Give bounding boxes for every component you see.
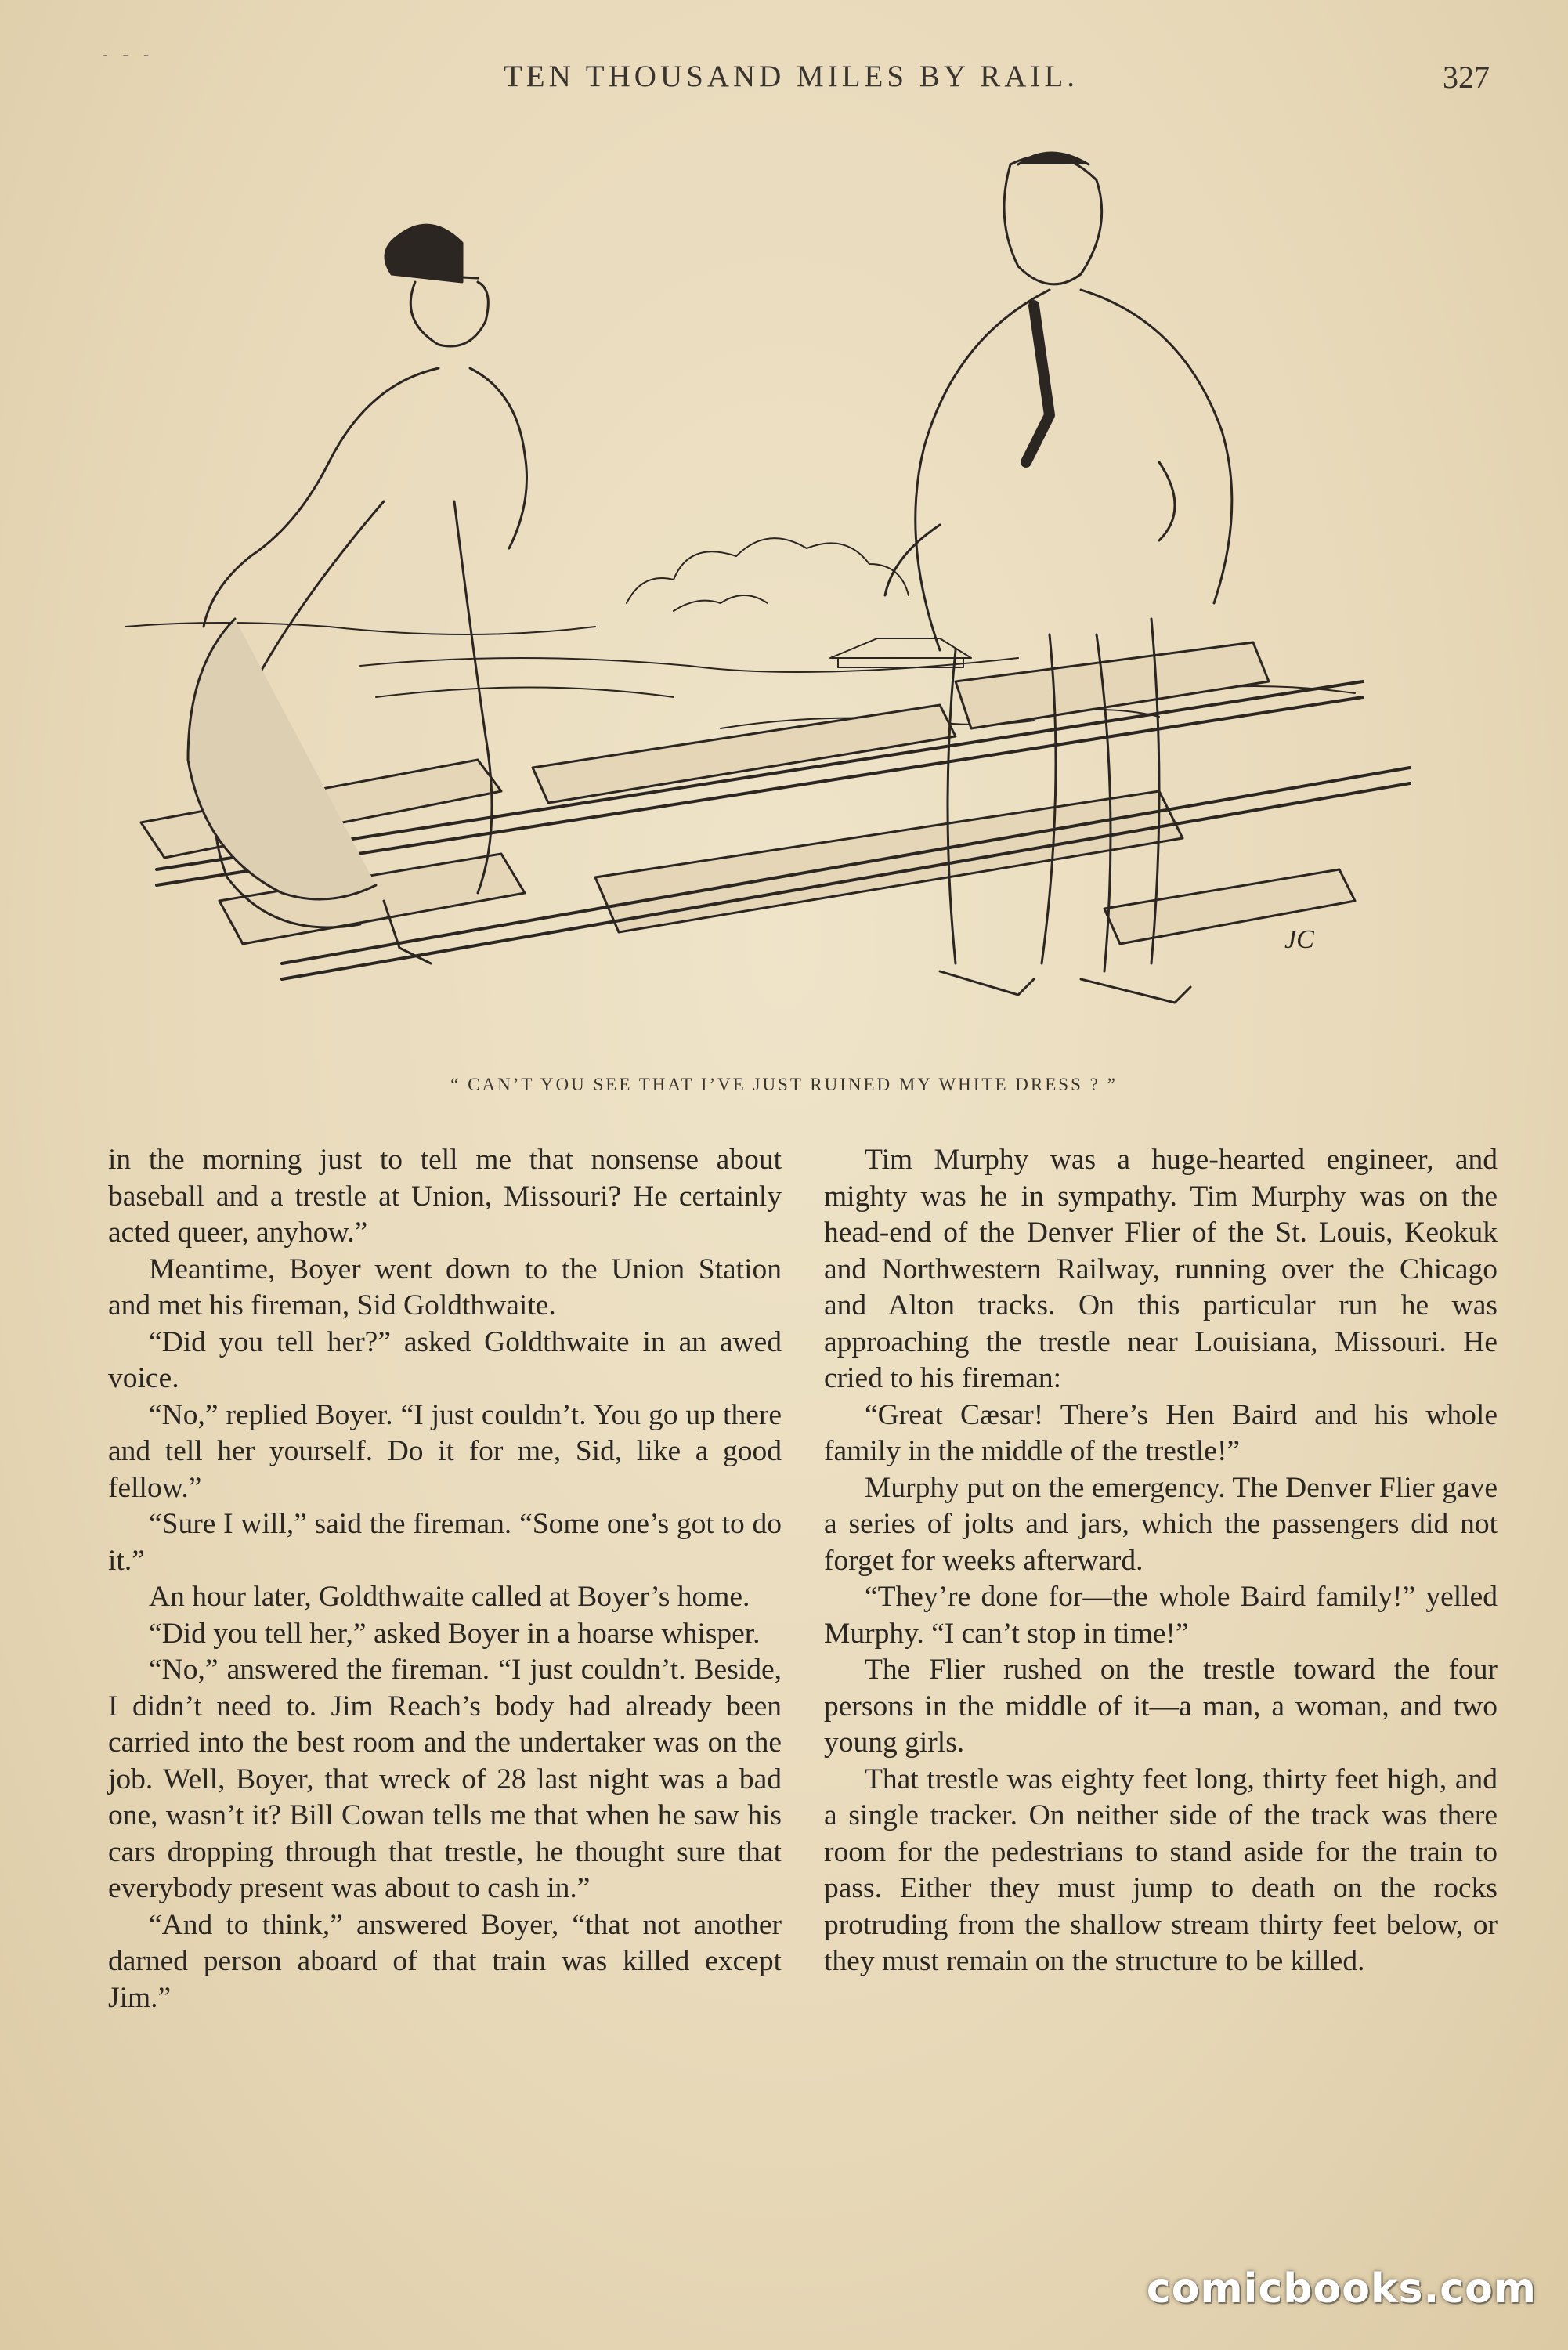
paragraph: Tim Murphy was a huge-hearted engineer, and mighty was he in sympathy. Tim Murphy was on the head-end of the Denver Flier of the St. Louis, Keokuk and Northwestern Railway, running over the Chicago and Alton tracks. On this particular run he was approaching the trestle near Louisiana, Missouri. He cried to his fireman: <box>824 1144 1498 1394</box>
paragraph: That trestle was eighty feet long, thirty feet high, and a single tracker. On neither side of the track was there room for the pedestrians to stand aside for the train to pass. Either they must jump to death on the rocks protruding from the shallow stream thirty feet below, or they must remain on the structure to be killed. <box>824 1762 1498 1977</box>
cloud-bank <box>627 538 909 611</box>
paragraph: “Did you tell her?” asked Goldthwaite in an awed voice. <box>108 1325 782 1394</box>
paragraph: The Flier rushed on the trestle toward the four persons in the middle of it—a man, a woman, and two young girls. <box>824 1654 1498 1759</box>
paragraph: Meantime, Boyer went down to the Union Station and met his fireman, Sid Goldthwaite. <box>108 1253 782 1321</box>
artist-signature: JC <box>1284 925 1314 954</box>
paragraph: “And to think,” answered Boyer, “that not another darned person aboard of that train was killed except Jim.” <box>108 1908 782 2014</box>
paragraph: “No,” answered the fireman. “I just couldn’t. Beside, I didn’t need to. Jim Reach’s body had already been carried into the best room and the undertaker was on the job. Well, Boyer, that wreck of 28 last night was a bad one, wasn’t it? Bill Cowan tells me that when he saw his cars dropping through that trestle, he thought sure that everybody present was about to cash in.” <box>108 1654 782 1904</box>
watermark-logo: comicbooks.com <box>1146 2265 1537 2312</box>
illustration <box>125 133 1441 1065</box>
paragraph: An hour later, Goldthwaite called at Boyer’s home. <box>149 1581 750 1613</box>
woman-figure <box>188 225 527 964</box>
paragraph: “No,” replied Boyer. “I just couldn’t. You go up there and tell her yourself. Do it for me, Sid, like a good fellow.” <box>108 1398 782 1504</box>
right-column <box>824 1142 1498 1980</box>
corner-mark: - - - <box>102 45 154 65</box>
distant-farmhouse <box>830 638 971 667</box>
paragraph: in the morning just to tell me that nonsense about baseball and a trestle at Union, Missouri? He certainly acted queer, anyhow.” <box>108 1144 782 1249</box>
paragraph: “Sure I will,” said the fireman. “Some one’s got to do it.” <box>108 1508 782 1577</box>
paragraph: Murphy put on the emergency. The Denver Flier gave a series of jolts and jars, which the passengers did not forget for weeks afterward. <box>824 1471 1498 1577</box>
running-head: TEN THOUSAND MILES BY RAIL. <box>503 60 1079 93</box>
paragraph: “Great Cæsar! There’s Hen Baird and his whole family in the middle of the trestle!” <box>824 1398 1498 1467</box>
page-number: 327 <box>1443 60 1490 95</box>
illustration-caption: “ CAN’T YOU SEE THAT I’VE JUST RUINED MY WHITE DRESS ? ” <box>450 1075 1118 1094</box>
left-column <box>108 1142 782 2016</box>
paragraph: “They’re done for—the whole Baird family!” yelled Murphy. “I can’t stop in time!” <box>824 1581 1498 1650</box>
paragraph: “Did you tell her,” asked Boyer in a hoarse whisper. <box>149 1617 761 1650</box>
